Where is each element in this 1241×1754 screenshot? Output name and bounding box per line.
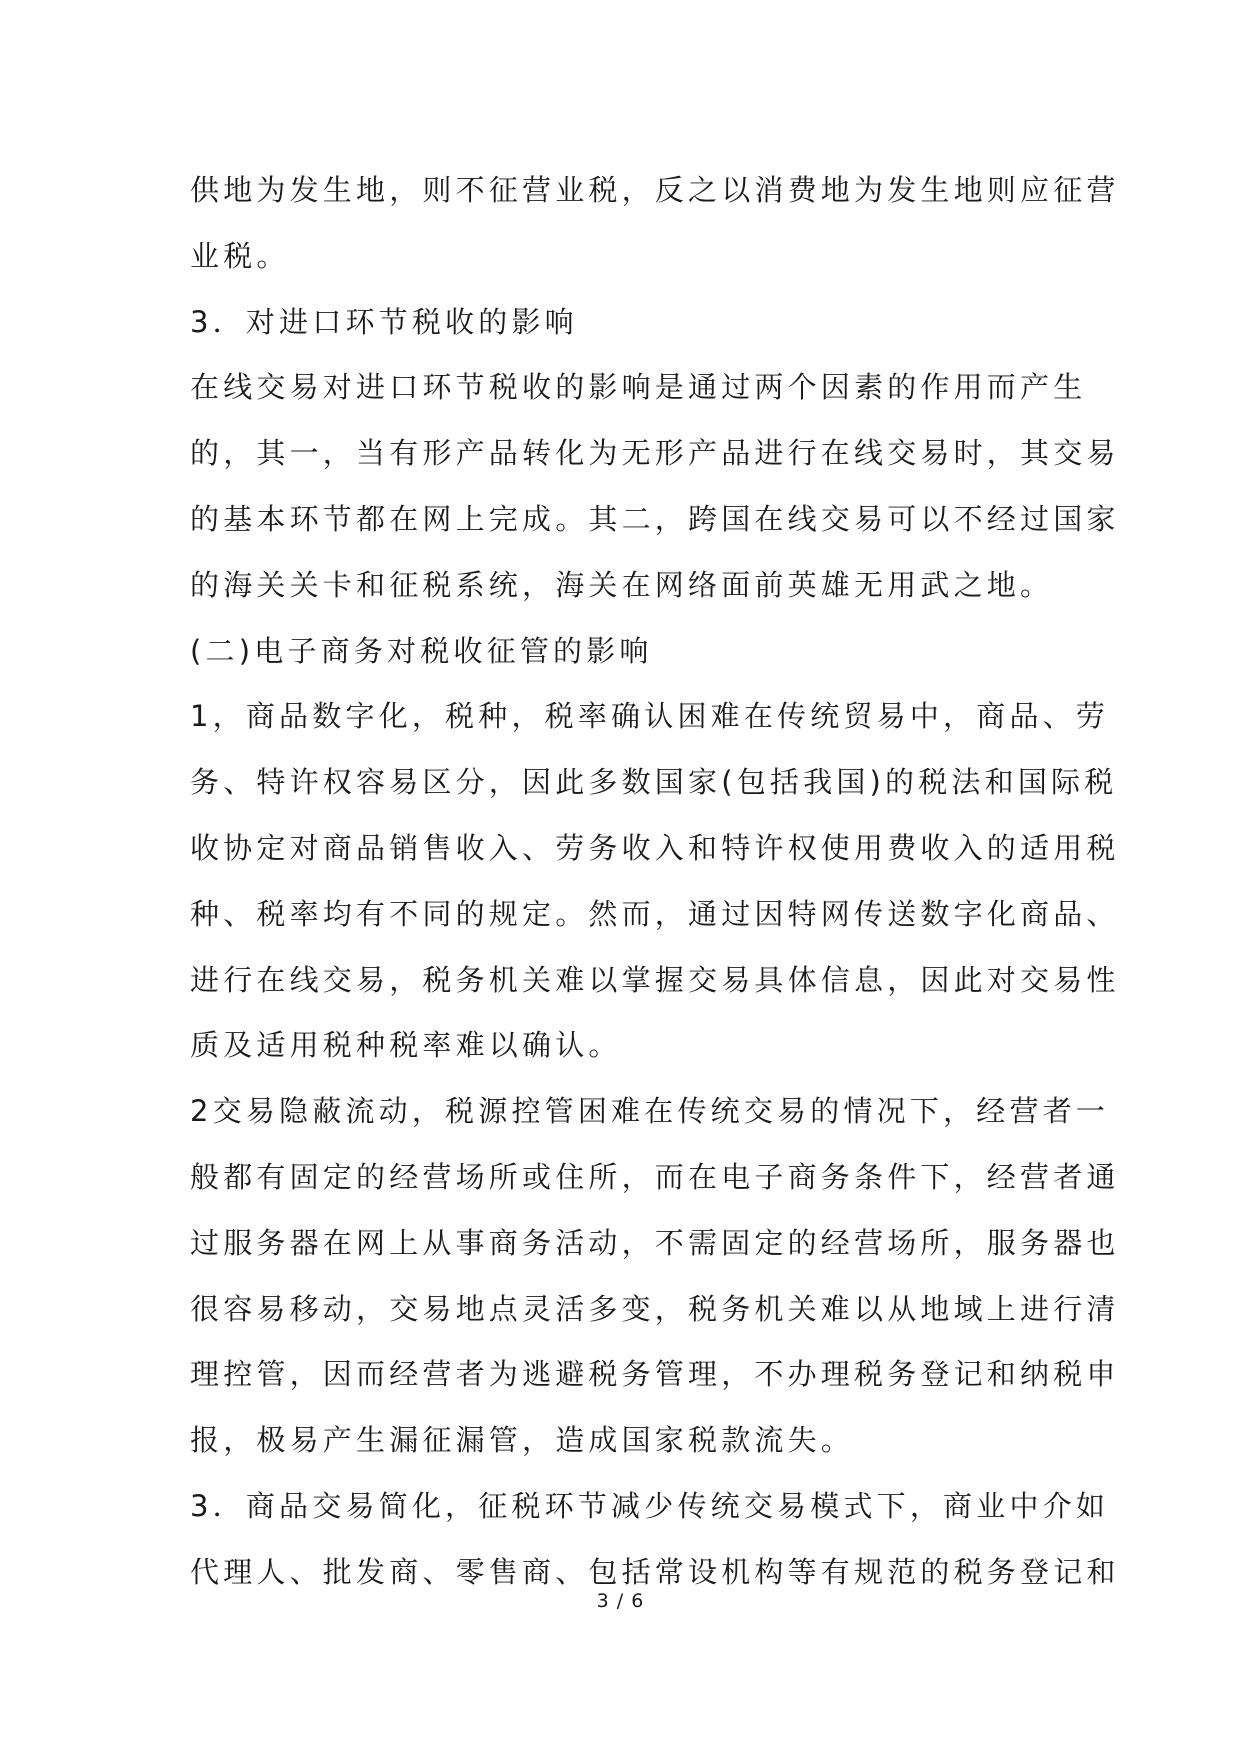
text-line: 的基本环节都在网上完成。其二，跨国在线交易可以不经过国家 <box>190 501 1120 536</box>
text-line: 过服务器在网上从事商务活动，不需固定的经营场所，服务器也 <box>190 1225 1120 1260</box>
text-line: 代理人、批发商、零售商、包括常设机构等有规范的税务登记和 <box>190 1554 1120 1589</box>
text-line: 很容易移动，交易地点灵活多变，税务机关难以从地域上进行清 <box>190 1291 1120 1326</box>
text-line: 理控管，因而经营者为逃避税务管理，不办理税务登记和纳税申 <box>190 1357 1120 1392</box>
text-line: 报，极易产生漏征漏管，造成国家税款流失。 <box>190 1423 855 1458</box>
text-line: 在线交易对进口环节税收的影响是通过两个因素的作用而产生 <box>190 370 1087 405</box>
text-line: 的海关关卡和征税系统，海关在网络面前英雄无用武之地。 <box>190 567 1054 602</box>
section-heading: (二)电子商务对税收征管的影响 <box>190 633 653 668</box>
text-line: 业税。 <box>190 238 290 273</box>
text-line: 进行在线交易，税务机关难以掌握交易具体信息，因此对交易性 <box>190 962 1120 997</box>
page-number: 3 / 6 <box>596 1590 645 1612</box>
text-line: 收协定对商品销售收入、劳务收入和特许权使用费收入的适用税 <box>190 830 1120 865</box>
text-line: 质及适用税种税率难以确认。 <box>190 1028 622 1063</box>
text-line: 3．商品交易简化，征税环节减少传统交易模式下，商业中介如 <box>190 1488 1110 1523</box>
body-text <box>190 158 1120 1606</box>
text-line: 种、税率均有不同的规定。然而，通过因特网传送数字化商品、 <box>190 896 1120 931</box>
text-line: 般都有固定的经营场所或住所，而在电子商务条件下，经营者通 <box>190 1159 1120 1194</box>
text-line: 2交易隐蔽流动，税源控管困难在传统交易的情况下，经营者一 <box>190 1094 1110 1129</box>
section-heading: 3．对进口环节税收的影响 <box>190 304 578 339</box>
text-line: 供地为发生地，则不征营业税，反之以消费地为发生地则应征营 <box>190 173 1120 207</box>
text-line: 1，商品数字化，税种，税率确认困难在传统贸易中，商品、劳 <box>190 699 1110 734</box>
text-line: 的，其一，当有形产品转化为无形产品进行在线交易时，其交易 <box>190 436 1120 471</box>
text-line: 务、特许权容易区分，因此多数国家(包括我国)的税法和国际税 <box>190 765 1118 800</box>
